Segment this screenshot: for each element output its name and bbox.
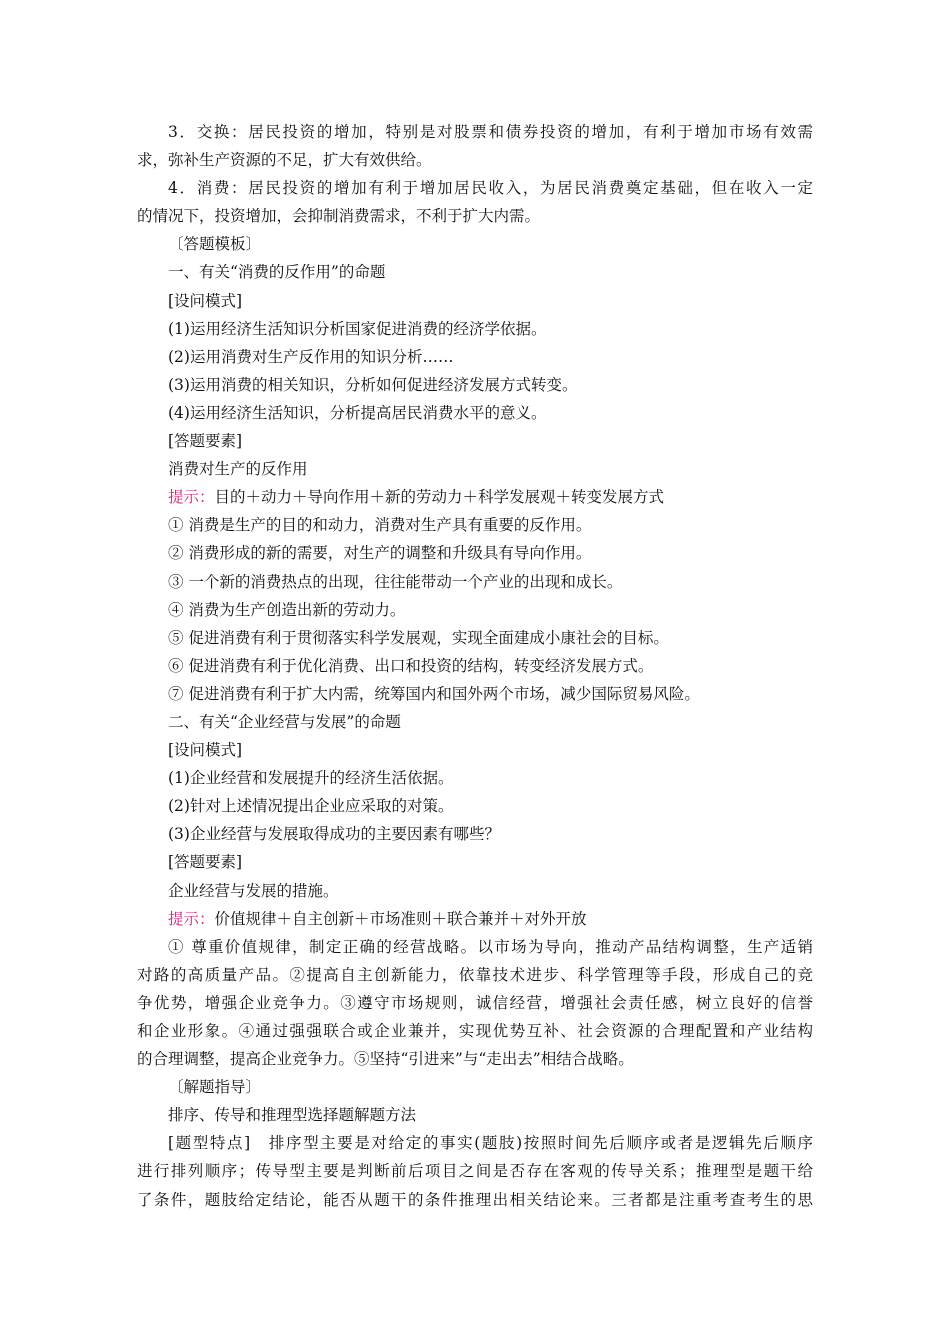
- text-line: 了条件，题肢给定结论，能否从题干的条件推理出相关结论来。三者都是注重考查考生的思: [137, 1190, 813, 1209]
- text-line: 对路的高质量产品。②提高自主创新能力，依靠技术进步、科学管理等手段，形成自己的竞: [137, 965, 813, 984]
- hint-text: 价值规律＋自主创新＋市场准则＋联合兼并＋对外开放: [214, 909, 587, 928]
- list-item: ③ 一个新的消费热点的出现，往往能带动一个产业的出现和成长。: [168, 572, 623, 591]
- text-line: 的情况下，投资增加，会抑制消费需求，不利于扩大内需。: [137, 207, 541, 226]
- text-line: ① 尊重价值规律，制定正确的经营战略。以市场为导向，推动产品结构调整，生产适销: [168, 937, 813, 956]
- text-line: 求，弥补生产资源的不足，扩大有效供给。: [137, 151, 432, 170]
- text-line: 和企业形象。④通过强强联合或企业兼并，实现优势互补、社会资源的合理配置和产业结构: [137, 1022, 813, 1040]
- text-line: 4．消费：居民投资的增加有利于增加居民收入，为居民消费奠定基础，但在收入一定: [168, 179, 813, 198]
- subsection-label: [答题要素]: [168, 853, 243, 872]
- list-item: (1)企业经营和发展提升的经济生活依据。: [168, 769, 454, 788]
- section-heading: 排序、传导和推理型选择题解题方法: [168, 1106, 417, 1125]
- text-line: [题型特点] 排序型主要是对给定的事实(题肢)按照时间先后顺序或者是逻辑先后顺序: [168, 1134, 813, 1153]
- list-item: (2)运用消费对生产反作用的知识分析……: [168, 347, 454, 366]
- hint-text: 目的＋动力＋导向作用＋新的劳动力＋科学发展观＋转变发展方式: [214, 488, 665, 507]
- subsection-label: [设问模式]: [168, 291, 243, 310]
- list-item: (3)运用消费的相关知识，分析如何促进经济发展方式转变。: [168, 375, 578, 394]
- list-item: ② 消费形成的新的需要，对生产的调整和升级具有导向作用。: [168, 544, 592, 563]
- text-line: 企业经营与发展的措施。: [168, 881, 339, 900]
- document-body: [137, 118, 813, 1214]
- hint-line: [137, 905, 813, 933]
- list-item: ⑤ 促进消费有利于贯彻落实科学发展观，实现全面建成小康社会的目标。: [168, 628, 669, 647]
- list-item: (3)企业经营与发展取得成功的主要因素有哪些？: [168, 825, 500, 844]
- text-line: 争优势，增强企业竞争力。③遵守市场规则，诚信经营，增强社会责任感，树立良好的信誉: [137, 993, 813, 1012]
- subsection-label: [答题要素]: [168, 432, 243, 451]
- text-line: 进行排列顺序；传导型主要是判断前后项目之间是否存在客观的传导关系；推理型是题干给: [137, 1162, 813, 1181]
- subsection-label: [设问模式]: [168, 741, 243, 760]
- section-heading: 一、有关“消费的反作用”的命题: [168, 263, 386, 282]
- list-item: ④ 消费为生产创造出新的劳动力。: [168, 600, 406, 619]
- text-line: 3．交换：居民投资的增加，特别是对股票和债券投资的增加，有利于增加市场有效需: [168, 123, 813, 141]
- hint-label: 提示：: [168, 488, 215, 507]
- hint-label: 提示：: [168, 909, 215, 928]
- text-line: 的合理调整，提高企业竞争力。⑤坚持“引进来”与“走出去”相结合战略。: [137, 1050, 634, 1069]
- section-heading: 〔解题指导〕: [168, 1078, 262, 1097]
- section-heading: 二、有关“企业经营与发展”的命题: [168, 712, 401, 731]
- hint-line: [137, 483, 813, 511]
- list-item: (4)运用经济生活知识，分析提高居民消费水平的意义。: [168, 403, 547, 422]
- text-line: 消费对生产的反作用: [168, 460, 308, 479]
- list-item: ⑦ 促进消费有利于扩大内需，统筹国内和国外两个市场，减少国际贸易风险。: [168, 684, 700, 703]
- list-item: ⑥ 促进消费有利于优化消费、出口和投资的结构，转变经济发展方式。: [168, 656, 654, 675]
- list-item: ① 消费是生产的目的和动力，消费对生产具有重要的反作用。: [168, 516, 592, 535]
- list-item: (1)运用经济生活知识分析国家促进消费的经济学依据。: [168, 319, 547, 338]
- list-item: (2)针对上述情况提出企业应采取的对策。: [168, 797, 454, 816]
- section-heading: 〔答题模板〕: [168, 235, 262, 254]
